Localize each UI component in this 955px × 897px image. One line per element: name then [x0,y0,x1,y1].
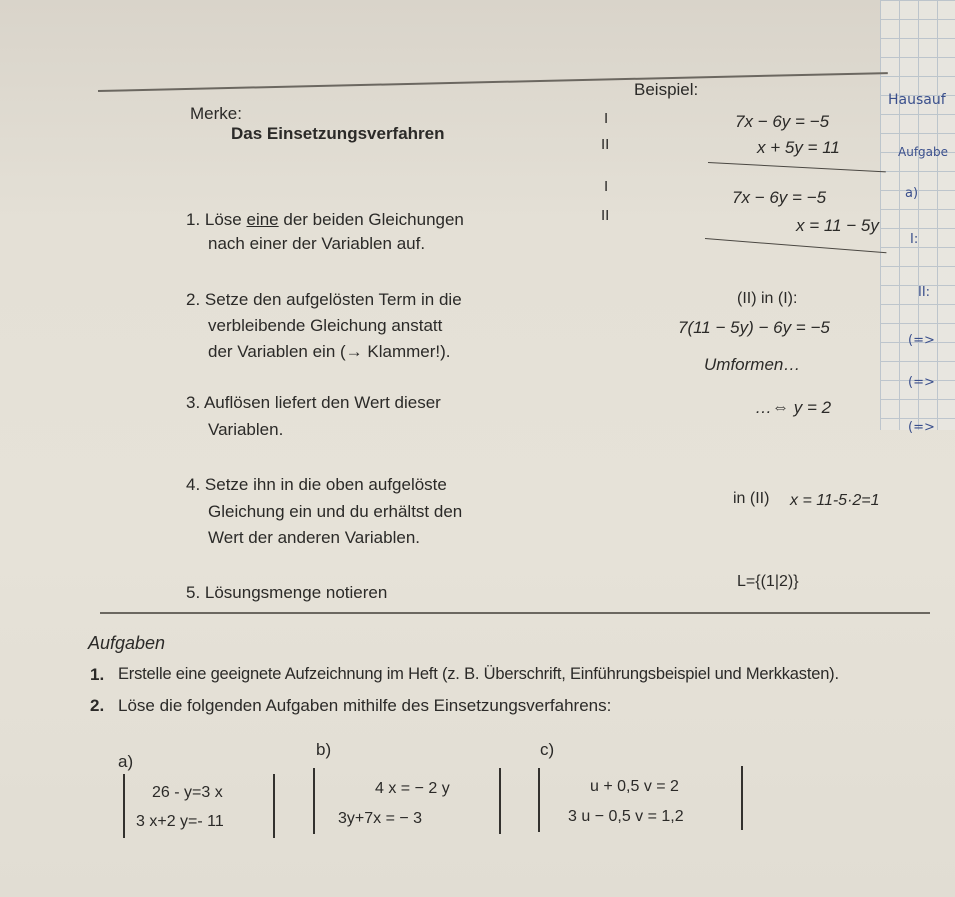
roman-1a: I [604,110,609,127]
system-c-label: c) [540,740,555,759]
system-c-left-bar [538,768,540,832]
system-b-eq-2: 3y+7x = − 3 [338,810,423,827]
substitute-label: (II) in (I): [737,290,798,307]
result-y: …⇔ y = 2 [755,398,832,417]
step-2-line-2: verbleibende Gleichung anstatt [208,316,443,335]
aufgaben-title: Aufgaben [88,633,166,653]
system-c-eq-1: u + 0,5 v = 2 [590,778,679,795]
step-4-line-2: Gleichung ein und du erhältst den [208,502,463,521]
system-c-eq-2: 3 u − 0,5 v = 1,2 [568,808,684,825]
system-b-left-bar [313,768,315,834]
step-4-line-1: 4. Setze ihn in die oben aufgelöste [186,475,447,494]
step-2-line-3: der Variablen ein (→ Klammer!). [208,342,451,361]
back-substitute-equation: x = 11-5·2=1 [790,492,880,509]
eq-1-original: 7x − 6y = −5 [735,112,830,131]
merke-title: Das Einsetzungsverfahren [231,124,445,143]
notebook-grid [880,0,955,430]
notebook-arrow-3: (=> [908,420,935,435]
system-b-right-bar [499,768,501,834]
task-2-number: 2. [90,696,105,715]
system-a-eq-2: 3 x+2 y=- 11 [136,813,224,830]
task-2-text: Löse die folgenden Aufgaben mithilfe des Einsetzungsverfahrens: [118,696,612,715]
notebook-hausauf: Hausauf [888,92,946,108]
umformen-text: Umformen… [704,355,801,374]
task-1-number: 1. [90,665,105,684]
merke-box-bottom-border [100,612,930,614]
system-a-right-bar [273,774,275,838]
step-5-line-1: 5. Lösungsmenge notieren [186,583,388,602]
substituted-equation: 7(11 − 5y) − 6y = −5 [678,318,830,337]
step-4-line-3: Wert der anderen Variablen. [208,528,420,547]
roman-2b: II [601,207,610,224]
system-a-label: a) [118,752,134,771]
step-1-line-1: 1. Löse eine der beiden Gleichungen [186,210,464,229]
system-a-eq-1: 26 - y=3 x [152,784,223,801]
notebook-ii: II: [918,285,931,300]
roman-2a: II [601,136,610,153]
task-1-text: Erstelle eine geeignete Aufzeichnung im Heft (z. B. Überschrift, Einführungsbeispiel und Merkkasten). [118,665,839,683]
solution-set: L={(1|2)} [737,573,799,590]
roman-1b: I [604,178,609,195]
notebook-arrow-1: (=> [908,333,935,348]
step-2-line-1: 2. Setze den aufgelösten Term in die [186,290,462,309]
system-b-eq-1: 4 x = − 2 y [375,780,450,797]
step-3-line-1: 3. Auflösen liefert den Wert dieser [186,393,441,412]
eq-2-original: x + 5y = 11 [757,138,840,157]
eq-2-solved: x = 11 − 5y [796,216,879,235]
beispiel-label: Beispiel: [634,80,699,99]
step-3-line-2: Variablen. [208,420,284,439]
eq-1-rewritten: 7x − 6y = −5 [732,188,827,207]
system-b-label: b) [316,740,332,759]
merke-label: Merke: [190,104,242,123]
notebook-i: I: [910,232,919,247]
step-1-line-2: nach einer der Variablen auf. [208,234,426,253]
notebook-a: a) [905,186,919,201]
notebook-arrow-2: (=> [908,375,935,390]
back-substitute-label: in (II) [733,490,770,507]
notebook-aufgabe: Aufgabe [898,145,949,159]
system-c-right-bar [741,766,743,830]
system-a-left-bar [123,774,125,838]
